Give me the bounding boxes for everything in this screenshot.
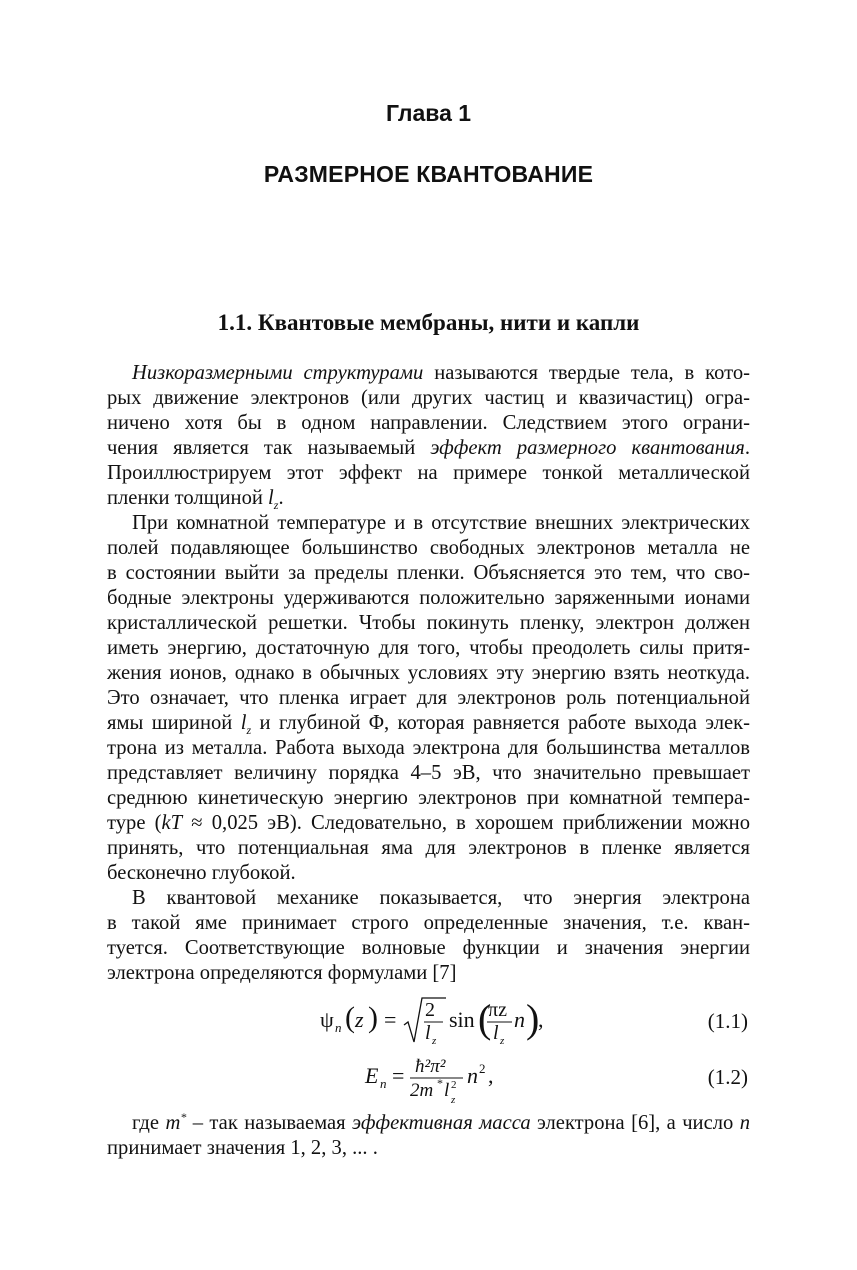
text-run: принять, что потенциальная яма для электронов в пленке является (107, 837, 750, 859)
f2-n-sup2: 2 (479, 1061, 486, 1076)
text-run: в такой яме принимает строго определенные значения, т.е. кван- (107, 912, 750, 934)
f2-den-sub-z: z (451, 1094, 456, 1106)
f1-z: z (355, 1007, 364, 1032)
f1-n: n (514, 1007, 525, 1032)
text-line (107, 961, 750, 986)
f1-frac2-den-l: l (493, 1022, 499, 1044)
text-line (107, 1111, 750, 1136)
equation-number-1-1: (1.1) (707, 1009, 748, 1033)
f1-sin: sin (449, 1007, 475, 1032)
text-run: жения ионов, однако в обычных условиях эту энергию взять неоткуда. (107, 662, 750, 684)
text-line (107, 361, 750, 386)
formula-1-2 (107, 1053, 750, 1109)
text-line (107, 436, 750, 461)
text-run: где (132, 1112, 166, 1134)
text-line (107, 686, 750, 711)
text-run: представляет величину порядка 4–5 эВ, что значительно превышает (107, 762, 750, 784)
formula-1-1 (107, 992, 750, 1048)
text-run: туре ( (107, 812, 162, 834)
italic-term: эффект размерного квантования (430, 437, 745, 459)
text-run: бесконечно глубокой. (107, 862, 296, 884)
text-line (107, 386, 750, 411)
text-run: рых движение электронов (или других частиц и квазичастиц) огра- (107, 387, 750, 409)
italic-term: l (268, 487, 274, 509)
f2-E: E (365, 1063, 379, 1088)
f1-psi: ψ (320, 1007, 334, 1032)
f1-comma: , (538, 1007, 544, 1032)
text-line (107, 636, 750, 661)
f1-frac-num: 2 (425, 999, 435, 1021)
text-line (107, 811, 750, 836)
f1-frac-den-l: l (425, 1022, 431, 1044)
f1-pi-z: πz (488, 999, 507, 1021)
f1-frac2-den-z: z (500, 1035, 505, 1047)
text-run: пленки толщиной (107, 487, 269, 509)
f2-numerator: ħ²π² (415, 1056, 446, 1077)
text-run: в состоянии выйти за пределы пленки. Объясняется это тем, что сво- (107, 562, 750, 584)
formula-1-1-svg (107, 992, 750, 1048)
superscript: * (180, 1110, 187, 1125)
text-run: – так называемая (186, 1112, 353, 1134)
text-line (107, 936, 750, 961)
text-line (107, 886, 750, 911)
text-line (107, 861, 750, 886)
text-line (107, 611, 750, 636)
italic-term: Низкоразмерными структурами (132, 362, 424, 384)
text-run: ≈ 0,025 эВ). Следовательно, в хорошем приближении можно (182, 812, 750, 834)
text-line (107, 711, 750, 736)
section-title: 1.1. Квантовые мембраны, нити и капли (217, 310, 640, 335)
body-text-top (107, 361, 750, 986)
text-line (107, 536, 750, 561)
text-run: При комнатной температуре и в отсутствие внешних электрических (132, 512, 750, 534)
text-line (107, 586, 750, 611)
text-run: кристаллической решетки. Чтобы покинуть пленку, электрон должен (107, 612, 750, 634)
text-line (107, 661, 750, 686)
formula-1-2-svg (107, 1053, 750, 1109)
text-run: электрона [6], а число (530, 1112, 740, 1134)
text-run: и глубиной Φ, которая равняется работе выхода элек- (251, 712, 750, 734)
text-line (107, 786, 750, 811)
text-run: полей подавляющее большинство свободных электронов металла не (107, 537, 750, 559)
text-line (107, 511, 750, 536)
f2-sub-n: n (380, 1076, 387, 1091)
italic-term: n (739, 1112, 750, 1134)
text-run: ямы шириной (107, 712, 241, 734)
text-line (107, 461, 750, 486)
f2-den-star: * (437, 1076, 443, 1090)
text-run: ничено хотя бы в одном направлении. Следствием этого ограни- (107, 412, 750, 434)
italic-term: эффективная масса (352, 1112, 531, 1134)
text-run: электрона определяются формулами [7] (107, 962, 457, 984)
text-run: трона из металла. Работа выхода электрона для большинства металлов (107, 737, 750, 759)
italic-term: l (240, 712, 247, 734)
italic-term: kT (161, 812, 183, 834)
text-run: Это означает, что пленка играет для электронов роль потенциальной (107, 687, 750, 709)
text-line (107, 761, 750, 786)
f1-sub-n: n (335, 1020, 342, 1035)
f2-den-m: 2m (410, 1080, 434, 1101)
f1-paren-left: ( (345, 1001, 355, 1034)
text-line (107, 1136, 750, 1161)
text-run: В квантовой механике показывается, что энергия электрона (132, 887, 750, 909)
f1-eq: = (384, 1007, 397, 1032)
f2-den-l: l (444, 1080, 450, 1101)
chapter-number: Глава 1 (385, 100, 472, 126)
f2-eq: = (392, 1063, 405, 1088)
text-line (107, 486, 750, 511)
text-run: . (744, 437, 751, 459)
text-run: . (278, 487, 284, 509)
f2-den-sup2: 2 (451, 1079, 457, 1091)
f1-big-paren-right: ) (526, 996, 540, 1041)
body-text-bottom (107, 1111, 750, 1161)
text-line (107, 561, 750, 586)
f1-paren-right: ) (368, 1001, 378, 1034)
text-run: чения является так называемый (107, 437, 431, 459)
text-line (107, 736, 750, 761)
text-run: бодные электроны удерживаются положительно заряженными ионами (107, 587, 750, 609)
f1-frac-den-z: z (432, 1035, 437, 1047)
f1-big-paren-left: ( (478, 996, 492, 1041)
italic-term: m (165, 1112, 181, 1134)
chapter-title: РАЗМЕРНОЕ КВАНТОВАНИЕ (263, 161, 594, 187)
text-line (107, 911, 750, 936)
subscript: z (273, 498, 279, 513)
text-run: иметь энергию, достаточную для того, чтобы преодолеть силы притя- (107, 637, 750, 659)
subscript: z (246, 723, 252, 738)
text-run: среднюю кинетическую энергию электронов при комнатной темпера- (107, 787, 750, 809)
text-run: принимает значения 1, 2, 3, ... . (107, 1137, 378, 1159)
text-line (107, 836, 750, 861)
text-line (107, 411, 750, 436)
equation-number-1-2: (1.2) (707, 1065, 748, 1089)
f2-comma: , (488, 1063, 494, 1088)
text-run: туется. Соответствующие волновые функции и значения энергии (107, 937, 750, 959)
text-run: Проиллюстрируем этот эффект на примере тонкой металлической (107, 462, 750, 484)
text-run: называются твердые тела, в кото- (423, 362, 750, 384)
f2-n: n (467, 1063, 478, 1088)
